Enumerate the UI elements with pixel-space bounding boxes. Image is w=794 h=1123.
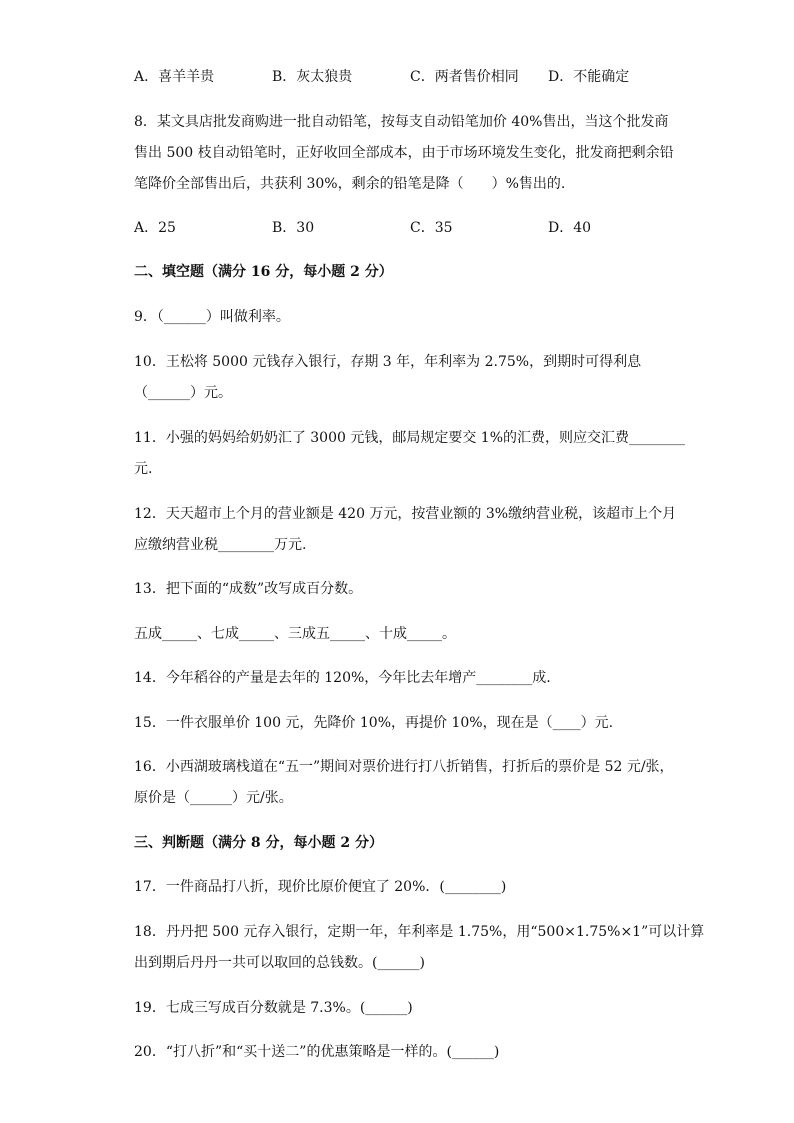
q11-line-2: 元. [134, 461, 153, 477]
q11-line-1: 11．小强的妈妈给奶奶汇了 3000 元钱，邮局规定要交 1%的汇费，则应交汇费________ [134, 430, 686, 446]
q9: 9．（______）叫做利率。 [134, 309, 290, 325]
q18-line-1: 18．丹丹把 500 元存入银行，定期一年，年利率是 1.75%，用“500×1.75%×1”可以计算 [134, 924, 705, 940]
q7-option-d: D．不能确定 [548, 69, 630, 85]
q8-line-3: 笔降价全部售出后，共获利 30%，剩余的铅笔是降（ ）%售出的. [134, 176, 566, 192]
q14: 14．今年稻谷的产量是去年的 120%，今年比去年增产________成. [134, 670, 551, 686]
q13-items: 五成_____、七成_____、三成五_____、十成_____。 [134, 626, 456, 642]
q7-option-a: A．喜羊羊贵 [134, 69, 215, 85]
q17: 17．一件商品打八折，现价比原价便宜了 20%．(________) [134, 879, 507, 895]
q15: 15．一件衣服单价 100 元，先降价 10%，再提价 10%，现在是（____）元. [134, 715, 614, 731]
q10-line-1: 10．王松将 5000 元钱存入银行，存期 3 年，年利率为 2.75%，到期时可得利息 [134, 354, 642, 370]
q8-line-1: 8．某文具店批发商购进一批自动铅笔，按每支自动铅笔加价 40%售出，当这个批发商 [134, 114, 669, 130]
q10-line-2: （______）元。 [134, 385, 232, 401]
q8-option-c: C．35 [410, 220, 453, 236]
q7-option-b: B．灰太狼贵 [272, 69, 353, 85]
q19: 19．七成三写成百分数就是 7.3%。(______) [134, 1000, 413, 1016]
q8-option-b: B．30 [272, 220, 315, 236]
q16-line-2: 原价是（______）元/张。 [134, 790, 293, 806]
q20: 20．“打八折”和“买十送二”的优惠策略是一样的。(______) [134, 1044, 500, 1060]
section-2-heading: 二、填空题（满分 16 分，每小题 2 分） [134, 264, 393, 280]
q8-option-d: D．40 [548, 220, 592, 236]
q7-options [0, 67, 794, 87]
q16-line-1: 16．小西湖玻璃栈道在“五一”期间对票价进行打八折销售，打折后的票价是 52 元/张， [134, 759, 674, 775]
q7-option-c: C．两者售价相同 [410, 69, 519, 85]
q8-options [0, 218, 794, 238]
q8-option-a: A．25 [134, 220, 176, 236]
section-3-heading: 三、判断题（满分 8 分，每小题 2 分） [134, 835, 383, 851]
q8-line-2: 售出 500 枝自动铅笔时，正好收回全部成本，由于市场环境发生变化，批发商把剩余铅 [134, 145, 674, 161]
q12-line-1: 12．天天超市上个月的营业额是 420 万元，按营业额的 3%缴纳营业税，该超市上个月 [134, 506, 677, 522]
q13: 13．把下面的“成数”改写成百分数。 [134, 581, 363, 597]
q12-line-2: 应缴纳营业税________万元. [134, 537, 307, 553]
q18-line-2: 出到期后丹丹一共可以取回的总钱数。(______) [134, 955, 425, 971]
